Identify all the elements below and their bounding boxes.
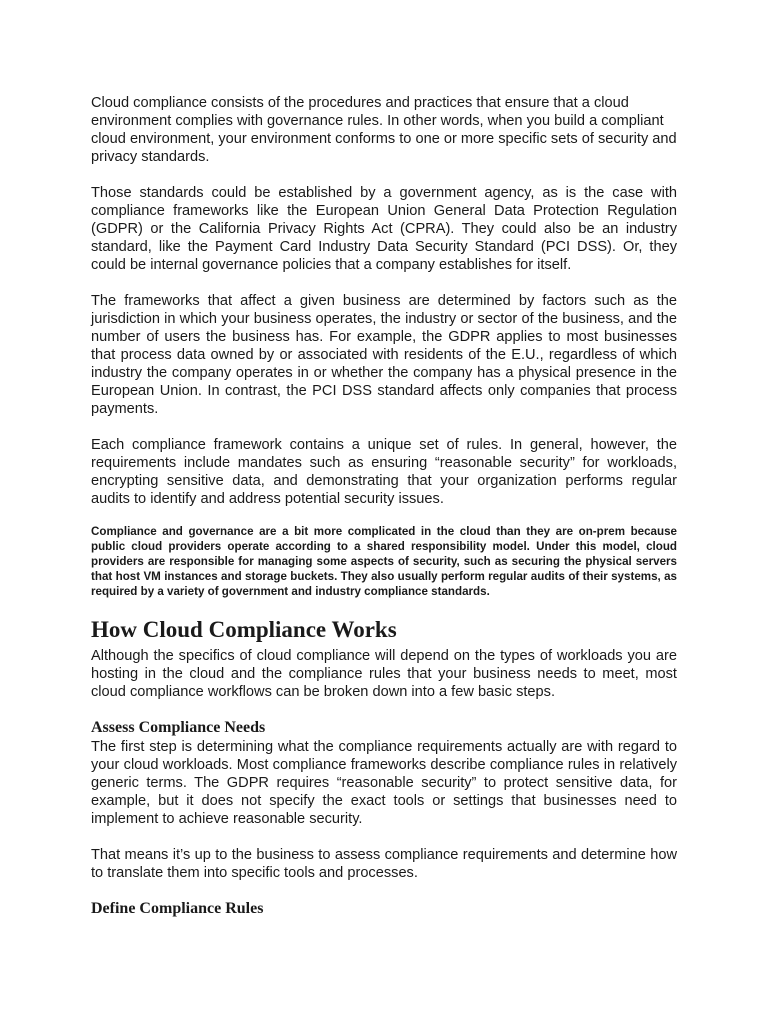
paragraph-rules: Each compliance framework contains a unique set of rules. In general, however, the requirements include mandates such as ensuring “reasonable security” for workloads, encrypting sensitive data, and demonstrating that your organization performs regular audits to identify and address potential security issues. xyxy=(91,437,677,507)
paragraph-standards: Those standards could be established by a government agency, as is the case with compliance frameworks like the European Union General Data Protection Regulation (GDPR) or the California Privacy Rights Act (CPRA). They could also be an industry standard, like the Payment Card Industry Data Security Standard (PCI DSS). Or, they could be internal governance policies that a company establishes for itself. xyxy=(91,185,677,273)
subsection-heading-define: Define Compliance Rules xyxy=(91,900,264,917)
paragraph-assess-first-step: The first step is determining what the compliance requirements actually are with regard to your cloud workloads. Most compliance frameworks describe compliance rules in relatively generic terms. The GDPR requires “reasonable security” to protect sensitive data, for example, but it does not specify the exact tools or settings that businesses need to implement to achieve reasonable security. xyxy=(91,739,677,827)
section-heading: How Cloud Compliance Works xyxy=(91,617,397,642)
section-intro: Although the specifics of cloud compliance will depend on the types of workloads you are hosting in the cloud and the compliance rules that your business needs to meet, most cloud compliance workflows can be broken down into a few basic steps. xyxy=(91,648,677,700)
note-shared-responsibility: Compliance and governance are a bit more complicated in the cloud than they are on-prem because public cloud providers operate according to a shared responsibility model. Under this model, cloud providers are responsible for managing some aspects of security, such as securing the physical servers that host VM instances and storage buckets. They also usually perform regular audits of their systems, as required by a variety of government and industry compliance standards. xyxy=(91,525,677,598)
document-page xyxy=(91,94,677,919)
paragraph-intro: Cloud compliance consists of the procedures and practices that ensure that a cloud environment complies with governance rules. In other words, when you build a compliant cloud environment, your environment conforms to one or more specific sets of security and privacy standards. xyxy=(91,95,677,165)
subsection-heading-assess: Assess Compliance Needs xyxy=(91,719,266,736)
paragraph-assess-business: That means it’s up to the business to assess compliance requirements and determine how to translate them into specific tools and processes. xyxy=(91,847,677,881)
paragraph-frameworks: The frameworks that affect a given business are determined by factors such as the jurisdiction in which your business operates, the industry or sector of the business, and the number of users the business has. For example, the GDPR applies to most businesses that process data owned by or associated with residents of the E.U., regardless of which industry the company operates in or whether the company has a physical presence in the European Union. In contrast, the PCI DSS standard affects only companies that process payments. xyxy=(91,293,677,417)
